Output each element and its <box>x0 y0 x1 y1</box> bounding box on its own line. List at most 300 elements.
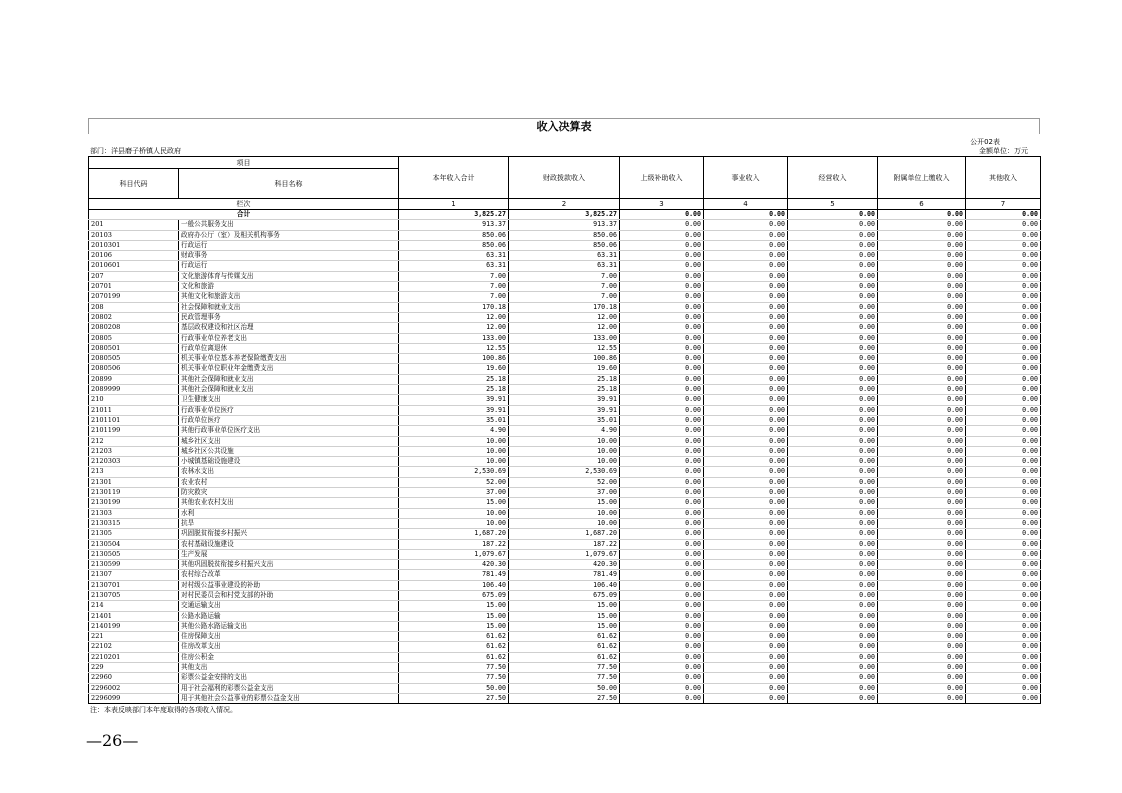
name-cell: 基层政权建设和社区治理 <box>179 323 399 333</box>
name-cell: 其他行政事业单位医疗支出 <box>179 426 399 436</box>
footnote: 注：本表反映部门本年度取得的各项收入情况。 <box>90 706 237 715</box>
value-cell: 0.00 <box>878 508 966 518</box>
value-cell: 0.00 <box>878 611 966 621</box>
value-cell: 15.00 <box>509 498 620 508</box>
name-cell: 其他社会保障和就业支出 <box>179 374 399 384</box>
value-cell: 0.00 <box>704 302 788 312</box>
value-cell: 106.40 <box>509 580 620 590</box>
value-cell: 0.00 <box>966 446 1041 456</box>
value-cell: 0.00 <box>620 271 704 281</box>
value-cell: 0.00 <box>878 590 966 600</box>
value-cell: 63.31 <box>509 251 620 261</box>
table-row <box>89 240 1041 250</box>
code-cell: 2010601 <box>89 261 179 271</box>
amount-unit: 金额单位：万元 <box>979 147 1028 155</box>
value-cell: 0.00 <box>620 580 704 590</box>
value-cell: 0.00 <box>966 323 1041 333</box>
value-cell: 0.00 <box>704 395 788 405</box>
value-cell: 0.00 <box>878 385 966 395</box>
value-cell: 0.00 <box>704 220 788 230</box>
code-cell: 2010301 <box>89 240 179 250</box>
value-cell: 0.00 <box>878 282 966 292</box>
value-cell: 0.00 <box>704 642 788 652</box>
value-cell: 0.00 <box>620 652 704 662</box>
value-cell: 0.00 <box>788 385 878 395</box>
name-cell: 行政事业单位养老支出 <box>179 333 399 343</box>
value-cell: 2,530.69 <box>509 467 620 477</box>
code-cell: 21011 <box>89 405 179 415</box>
value-cell: 0.00 <box>966 354 1041 364</box>
value-cell: 0.00 <box>704 477 788 487</box>
name-cell: 机关事业单位职业年金缴费支出 <box>179 364 399 374</box>
name-cell: 农林水支出 <box>179 467 399 477</box>
value-cell: 0.00 <box>878 323 966 333</box>
table-row <box>89 601 1041 611</box>
table-row <box>89 323 1041 333</box>
header-col4: 事业收入 <box>704 157 788 199</box>
value-cell: 0.00 <box>620 508 704 518</box>
value-cell: 0.00 <box>620 415 704 425</box>
total-row <box>89 210 1041 220</box>
value-cell: 0.00 <box>620 395 704 405</box>
value-cell: 0.00 <box>878 230 966 240</box>
value-cell: 0.00 <box>966 549 1041 559</box>
value-cell: 10.00 <box>509 518 620 528</box>
value-cell: 0.00 <box>966 271 1041 281</box>
value-cell: 0.00 <box>704 580 788 590</box>
header-name: 科目名称 <box>179 169 399 199</box>
code-cell: 2130504 <box>89 539 179 549</box>
code-cell: 2101199 <box>89 426 179 436</box>
table-row <box>89 395 1041 405</box>
page-title: 收入决算表 <box>88 118 1040 134</box>
value-cell: 0.00 <box>620 467 704 477</box>
value-cell: 0.00 <box>878 302 966 312</box>
value-cell: 187.22 <box>399 539 509 549</box>
value-cell: 0.00 <box>704 663 788 673</box>
value-cell: 0.00 <box>620 549 704 559</box>
code-cell: 2070199 <box>89 292 179 302</box>
value-cell: 0.00 <box>788 652 878 662</box>
table-row <box>89 446 1041 456</box>
value-cell: 0.00 <box>620 261 704 271</box>
code-cell: 21303 <box>89 508 179 518</box>
value-cell: 77.50 <box>509 673 620 683</box>
value-cell: 0.00 <box>966 477 1041 487</box>
department-label: 部门：洋县磨子桥镇人民政府 <box>90 147 181 155</box>
value-cell: 0.00 <box>788 560 878 570</box>
value-cell: 50.00 <box>509 683 620 693</box>
value-cell: 61.62 <box>509 632 620 642</box>
value-cell: 0.00 <box>788 570 878 580</box>
name-cell: 公路水路运输 <box>179 611 399 621</box>
value-cell: 0.00 <box>704 611 788 621</box>
table-row <box>89 312 1041 322</box>
value-cell: 10.00 <box>509 508 620 518</box>
value-cell: 0.00 <box>620 518 704 528</box>
table-row <box>89 529 1041 539</box>
value-cell: 0.00 <box>788 395 878 405</box>
table-row <box>89 426 1041 436</box>
value-cell: 0.00 <box>788 271 878 281</box>
code-cell: 2080506 <box>89 364 179 374</box>
header-n2: 2 <box>509 199 620 210</box>
header-n4: 4 <box>704 199 788 210</box>
code-cell: 20701 <box>89 282 179 292</box>
income-statement-sheet <box>88 118 1040 715</box>
value-cell: 0.00 <box>966 467 1041 477</box>
code-cell: 21301 <box>89 477 179 487</box>
name-cell: 其他社会保障和就业支出 <box>179 385 399 395</box>
value-cell: 0.00 <box>788 333 878 343</box>
header-col5: 经营收入 <box>788 157 878 199</box>
value-cell: 50.00 <box>399 683 509 693</box>
value-cell: 0.00 <box>788 642 878 652</box>
value-cell: 0.00 <box>966 652 1041 662</box>
value-cell: 0.00 <box>704 446 788 456</box>
value-cell: 0.00 <box>966 457 1041 467</box>
value-cell: 0.00 <box>788 539 878 549</box>
value-cell: 0.00 <box>704 323 788 333</box>
value-cell: 675.09 <box>509 590 620 600</box>
value-cell: 0.00 <box>704 240 788 250</box>
name-cell: 住房公积金 <box>179 652 399 662</box>
value-cell: 0.00 <box>788 601 878 611</box>
value-cell: 10.00 <box>509 436 620 446</box>
value-cell: 0.00 <box>788 364 878 374</box>
value-cell: 0.00 <box>620 632 704 642</box>
value-cell: 0.00 <box>878 436 966 446</box>
value-cell: 0.00 <box>966 601 1041 611</box>
value-cell: 0.00 <box>620 354 704 364</box>
value-cell: 0.00 <box>704 374 788 384</box>
value-cell: 850.06 <box>399 230 509 240</box>
value-cell: 0.00 <box>704 590 788 600</box>
table-row <box>89 333 1041 343</box>
name-cell: 巩固脱贫衔接乡村振兴 <box>179 529 399 539</box>
code-cell: 229 <box>89 663 179 673</box>
value-cell: 0.00 <box>966 426 1041 436</box>
total-value: 3,825.27 <box>399 210 509 220</box>
table-row <box>89 457 1041 467</box>
value-cell: 0.00 <box>878 374 966 384</box>
value-cell: 0.00 <box>620 312 704 322</box>
header-item: 项目 <box>89 157 399 169</box>
value-cell: 0.00 <box>788 632 878 642</box>
value-cell: 1,079.67 <box>509 549 620 559</box>
value-cell: 77.50 <box>509 663 620 673</box>
value-cell: 0.00 <box>966 632 1041 642</box>
value-cell: 0.00 <box>878 539 966 549</box>
value-cell: 39.91 <box>399 405 509 415</box>
name-cell: 政府办公厅（室）及相关机构事务 <box>179 230 399 240</box>
name-cell: 对村级公益事业建设的补助 <box>179 580 399 590</box>
value-cell: 0.00 <box>788 436 878 446</box>
value-cell: 0.00 <box>620 488 704 498</box>
table-row <box>89 220 1041 230</box>
value-cell: 0.00 <box>878 488 966 498</box>
name-cell: 文化旅游体育与传媒支出 <box>179 271 399 281</box>
value-cell: 19.60 <box>509 364 620 374</box>
value-cell: 0.00 <box>966 364 1041 374</box>
value-cell: 0.00 <box>788 240 878 250</box>
value-cell: 0.00 <box>966 539 1041 549</box>
table-row <box>89 642 1041 652</box>
code-cell: 2130119 <box>89 488 179 498</box>
name-cell: 用于其他社会公益事业的彩票公益金支出 <box>179 693 399 703</box>
value-cell: 0.00 <box>878 549 966 559</box>
value-cell: 77.50 <box>399 663 509 673</box>
value-cell: 0.00 <box>878 693 966 703</box>
value-cell: 52.00 <box>399 477 509 487</box>
value-cell: 0.00 <box>620 673 704 683</box>
name-cell: 民政管理事务 <box>179 312 399 322</box>
value-cell: 0.00 <box>620 220 704 230</box>
value-cell: 25.18 <box>509 374 620 384</box>
value-cell: 0.00 <box>878 673 966 683</box>
name-cell: 行政事业单位医疗 <box>179 405 399 415</box>
value-cell: 0.00 <box>704 415 788 425</box>
value-cell: 61.62 <box>399 642 509 652</box>
value-cell: 10.00 <box>509 446 620 456</box>
table-row <box>89 673 1041 683</box>
value-cell: 850.06 <box>399 240 509 250</box>
name-cell: 水利 <box>179 508 399 518</box>
value-cell: 35.01 <box>399 415 509 425</box>
value-cell: 0.00 <box>788 683 878 693</box>
value-cell: 0.00 <box>788 457 878 467</box>
value-cell: 0.00 <box>966 282 1041 292</box>
value-cell: 7.00 <box>399 271 509 281</box>
value-cell: 170.18 <box>399 302 509 312</box>
name-cell: 机关事业单位基本养老保险缴费支出 <box>179 354 399 364</box>
name-cell: 城乡社区公共设施 <box>179 446 399 456</box>
value-cell: 15.00 <box>509 611 620 621</box>
name-cell: 卫生健康支出 <box>179 395 399 405</box>
code-cell: 20899 <box>89 374 179 384</box>
value-cell: 39.91 <box>509 405 620 415</box>
value-cell: 0.00 <box>620 477 704 487</box>
table-row <box>89 230 1041 240</box>
code-cell: 208 <box>89 302 179 312</box>
header-n1: 1 <box>399 199 509 210</box>
code-cell: 212 <box>89 436 179 446</box>
table-row <box>89 467 1041 477</box>
table-row <box>89 652 1041 662</box>
value-cell: 1,687.20 <box>509 529 620 539</box>
value-cell: 420.30 <box>399 560 509 570</box>
value-cell: 0.00 <box>704 488 788 498</box>
value-cell: 0.00 <box>966 663 1041 673</box>
table-row <box>89 261 1041 271</box>
table-row <box>89 570 1041 580</box>
value-cell: 0.00 <box>966 395 1041 405</box>
value-cell: 0.00 <box>788 405 878 415</box>
value-cell: 0.00 <box>788 693 878 703</box>
value-cell: 12.00 <box>509 323 620 333</box>
code-cell: 22102 <box>89 642 179 652</box>
value-cell: 0.00 <box>878 683 966 693</box>
value-cell: 12.55 <box>399 343 509 353</box>
code-cell: 2130705 <box>89 590 179 600</box>
value-cell: 0.00 <box>704 498 788 508</box>
value-cell: 0.00 <box>704 457 788 467</box>
value-cell: 0.00 <box>788 261 878 271</box>
value-cell: 0.00 <box>620 374 704 384</box>
value-cell: 0.00 <box>704 364 788 374</box>
value-cell: 0.00 <box>704 271 788 281</box>
value-cell: 0.00 <box>966 580 1041 590</box>
value-cell: 0.00 <box>704 385 788 395</box>
table-row <box>89 590 1041 600</box>
total-value: 0.00 <box>966 210 1041 220</box>
table-row <box>89 385 1041 395</box>
value-cell: 0.00 <box>878 415 966 425</box>
name-cell: 交通运输支出 <box>179 601 399 611</box>
value-cell: 0.00 <box>788 323 878 333</box>
value-cell: 0.00 <box>878 560 966 570</box>
code-cell: 2296099 <box>89 693 179 703</box>
code-cell: 2130199 <box>89 498 179 508</box>
value-cell: 0.00 <box>878 652 966 662</box>
header-col3: 上级补助收入 <box>620 157 704 199</box>
value-cell: 0.00 <box>878 312 966 322</box>
value-cell: 0.00 <box>704 436 788 446</box>
code-cell: 20103 <box>89 230 179 240</box>
value-cell: 0.00 <box>788 663 878 673</box>
code-cell: 2140199 <box>89 621 179 631</box>
value-cell: 61.62 <box>399 652 509 662</box>
table-row <box>89 251 1041 261</box>
table-row <box>89 343 1041 353</box>
value-cell: 0.00 <box>878 405 966 415</box>
value-cell: 0.00 <box>966 415 1041 425</box>
table-row <box>89 549 1041 559</box>
value-cell: 0.00 <box>704 312 788 322</box>
value-cell: 0.00 <box>788 590 878 600</box>
value-cell: 0.00 <box>788 415 878 425</box>
value-cell: 39.91 <box>509 395 620 405</box>
value-cell: 0.00 <box>966 683 1041 693</box>
value-cell: 0.00 <box>704 683 788 693</box>
value-cell: 0.00 <box>966 570 1041 580</box>
table-row <box>89 518 1041 528</box>
total-value: 0.00 <box>620 210 704 220</box>
name-cell: 社会保障和就业支出 <box>179 302 399 312</box>
value-cell: 0.00 <box>966 292 1041 302</box>
value-cell: 0.00 <box>966 518 1041 528</box>
value-cell: 15.00 <box>399 621 509 631</box>
value-cell: 0.00 <box>704 673 788 683</box>
value-cell: 0.00 <box>878 570 966 580</box>
code-cell: 21203 <box>89 446 179 456</box>
value-cell: 0.00 <box>620 230 704 240</box>
value-cell: 7.00 <box>399 282 509 292</box>
value-cell: 25.18 <box>399 385 509 395</box>
table-row <box>89 302 1041 312</box>
value-cell: 0.00 <box>620 529 704 539</box>
name-cell: 行政运行 <box>179 240 399 250</box>
header-code: 科目代码 <box>89 169 179 199</box>
value-cell: 0.00 <box>620 343 704 353</box>
name-cell: 农村基础设施建设 <box>179 539 399 549</box>
value-cell: 27.50 <box>399 693 509 703</box>
value-cell: 0.00 <box>704 333 788 343</box>
value-cell: 0.00 <box>704 621 788 631</box>
value-cell: 0.00 <box>966 302 1041 312</box>
total-value: 0.00 <box>704 210 788 220</box>
code-cell: 213 <box>89 467 179 477</box>
value-cell: 106.40 <box>399 580 509 590</box>
value-cell: 0.00 <box>966 508 1041 518</box>
value-cell: 0.00 <box>878 251 966 261</box>
value-cell: 37.00 <box>509 488 620 498</box>
value-cell: 0.00 <box>788 230 878 240</box>
value-cell: 0.00 <box>878 261 966 271</box>
value-cell: 12.00 <box>399 323 509 333</box>
header-col1: 本年收入合计 <box>399 157 509 199</box>
header-col2: 财政拨款收入 <box>509 157 620 199</box>
code-cell: 207 <box>89 271 179 281</box>
code-cell: 221 <box>89 632 179 642</box>
code-cell: 214 <box>89 601 179 611</box>
table-row <box>89 621 1041 631</box>
value-cell: 0.00 <box>788 498 878 508</box>
value-cell: 0.00 <box>788 354 878 364</box>
value-cell: 0.00 <box>966 611 1041 621</box>
value-cell: 0.00 <box>620 364 704 374</box>
value-cell: 12.55 <box>509 343 620 353</box>
name-cell: 其他农业农村支出 <box>179 498 399 508</box>
table-row <box>89 374 1041 384</box>
value-cell: 0.00 <box>620 560 704 570</box>
name-cell: 农村综合改革 <box>179 570 399 580</box>
value-cell: 187.22 <box>509 539 620 549</box>
code-cell: 21401 <box>89 611 179 621</box>
code-cell: 21307 <box>89 570 179 580</box>
value-cell: 7.00 <box>509 271 620 281</box>
value-cell: 0.00 <box>620 663 704 673</box>
name-cell: 其他文化和旅游支出 <box>179 292 399 302</box>
value-cell: 0.00 <box>704 560 788 570</box>
value-cell: 52.00 <box>509 477 620 487</box>
value-cell: 0.00 <box>620 446 704 456</box>
table-row <box>89 488 1041 498</box>
name-cell: 文化和旅游 <box>179 282 399 292</box>
code-cell: 2089999 <box>89 385 179 395</box>
code-cell: 2130505 <box>89 549 179 559</box>
value-cell: 63.31 <box>509 261 620 271</box>
income-table <box>88 156 1041 704</box>
table-row <box>89 415 1041 425</box>
value-cell: 0.00 <box>788 302 878 312</box>
value-cell: 0.00 <box>966 498 1041 508</box>
value-cell: 0.00 <box>704 549 788 559</box>
code-cell: 2210201 <box>89 652 179 662</box>
table-row <box>89 405 1041 415</box>
value-cell: 0.00 <box>966 343 1041 353</box>
value-cell: 0.00 <box>878 457 966 467</box>
value-cell: 0.00 <box>620 539 704 549</box>
value-cell: 100.86 <box>509 354 620 364</box>
value-cell: 913.37 <box>509 220 620 230</box>
value-cell: 0.00 <box>620 436 704 446</box>
value-cell: 0.00 <box>878 271 966 281</box>
value-cell: 0.00 <box>878 240 966 250</box>
value-cell: 0.00 <box>966 529 1041 539</box>
value-cell: 781.49 <box>399 570 509 580</box>
value-cell: 0.00 <box>966 333 1041 343</box>
